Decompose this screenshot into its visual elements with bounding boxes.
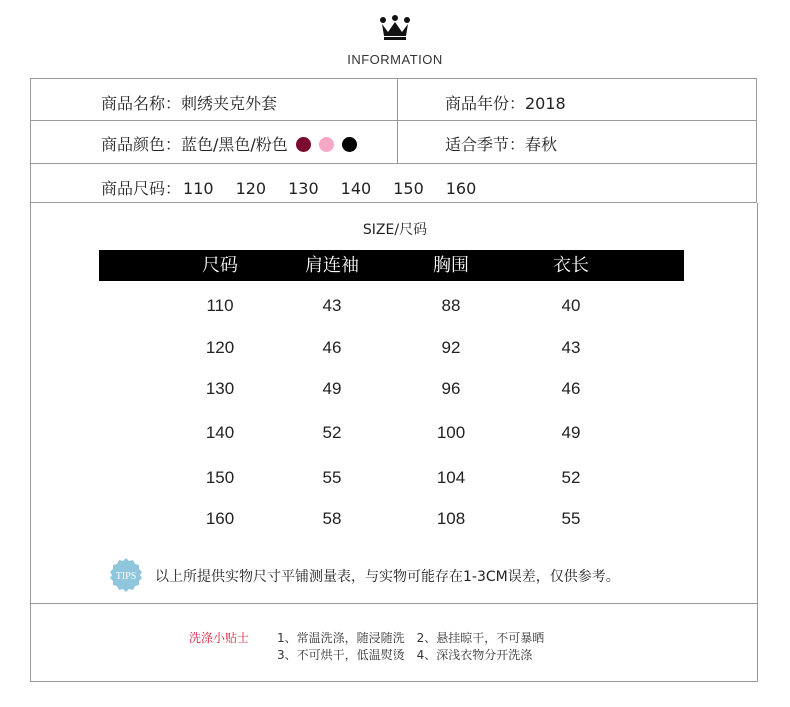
product-color: 商品颜色：蓝色/黑色/粉色 [101, 135, 288, 154]
sizes-label: 商品尺码： [101, 179, 182, 198]
divider [397, 79, 398, 163]
information-heading: INFORMATION [347, 52, 443, 67]
border [30, 603, 31, 681]
product-color-row [101, 132, 357, 155]
size-value: 130 [288, 179, 319, 198]
cell-chest: 88 [441, 296, 461, 315]
cell-length: 40 [561, 296, 581, 315]
cell-chest: 108 [436, 509, 466, 528]
product-year: 商品年份：2018 [445, 94, 566, 113]
cell-shoulder: 49 [322, 379, 342, 398]
cell-length: 55 [561, 509, 581, 528]
border [30, 681, 758, 682]
wash-instruction-line: 1、常温洗涤，随浸随洗 2、悬挂晾干，不可暴晒 [277, 631, 545, 645]
product-name: 商品名称：刺绣夹克外套 [101, 94, 278, 113]
color-swatch-pink [319, 137, 334, 152]
wash-instruction-line: 3、不可烘干，低温熨烫 4、深浅衣物分开洗涤 [277, 648, 533, 662]
border [757, 203, 758, 603]
header-shoulder-sleeve: 肩连袖 [305, 255, 359, 276]
size-value: 120 [235, 179, 267, 198]
cell-chest: 96 [441, 379, 461, 398]
cell-length: 43 [561, 338, 581, 357]
tips-badge-icon [108, 557, 144, 593]
product-sizes [101, 176, 498, 199]
crown-icon [379, 15, 411, 41]
border [757, 603, 758, 681]
cell-size: 160 [205, 509, 235, 528]
cell-length: 52 [561, 468, 581, 487]
product-info-box [30, 78, 757, 203]
size-value: 160 [445, 179, 477, 198]
cell-shoulder: 55 [322, 468, 342, 487]
header-length: 衣长 [553, 255, 589, 276]
border [30, 203, 31, 603]
cell-shoulder: 46 [322, 338, 342, 357]
cell-shoulder: 58 [322, 509, 342, 528]
table-row [0, 296, 790, 320]
cell-length: 46 [561, 379, 581, 398]
table-row [0, 423, 790, 447]
color-swatch-wine [296, 137, 311, 152]
cell-size: 130 [205, 379, 235, 398]
product-season: 适合季节：春秋 [445, 135, 558, 154]
size-value: 140 [340, 179, 372, 198]
measurement-note: 以上所提供实物尺寸平铺测量表，与实物可能存在1-3CM误差，仅供参考。 [155, 569, 620, 585]
cell-shoulder: 43 [322, 296, 342, 315]
header-chest: 胸围 [433, 255, 469, 276]
size-table-header [99, 250, 684, 281]
size-value: 150 [393, 179, 424, 198]
table-row [0, 509, 790, 533]
cell-chest: 100 [436, 423, 466, 442]
table-row [0, 338, 790, 362]
divider [30, 603, 757, 604]
cell-size: 110 [206, 296, 234, 315]
cell-size: 140 [205, 423, 235, 442]
cell-chest: 92 [441, 338, 461, 357]
cell-size: 150 [205, 468, 235, 487]
cell-size: 120 [205, 338, 235, 357]
divider [31, 163, 756, 164]
size-table-title: SIZE/尺码 [362, 222, 428, 238]
color-swatch-black [342, 137, 357, 152]
cell-shoulder: 52 [322, 423, 342, 442]
table-row [0, 468, 790, 492]
wash-tips-title: 洗涤小贴士 [189, 631, 250, 645]
cell-chest: 104 [436, 468, 466, 487]
table-row [0, 379, 790, 403]
size-value: 110 [183, 179, 214, 198]
divider [31, 120, 756, 121]
cell-length: 49 [561, 423, 581, 442]
header-size: 尺码 [202, 255, 238, 276]
tips-badge-label: TIPS [115, 571, 137, 582]
